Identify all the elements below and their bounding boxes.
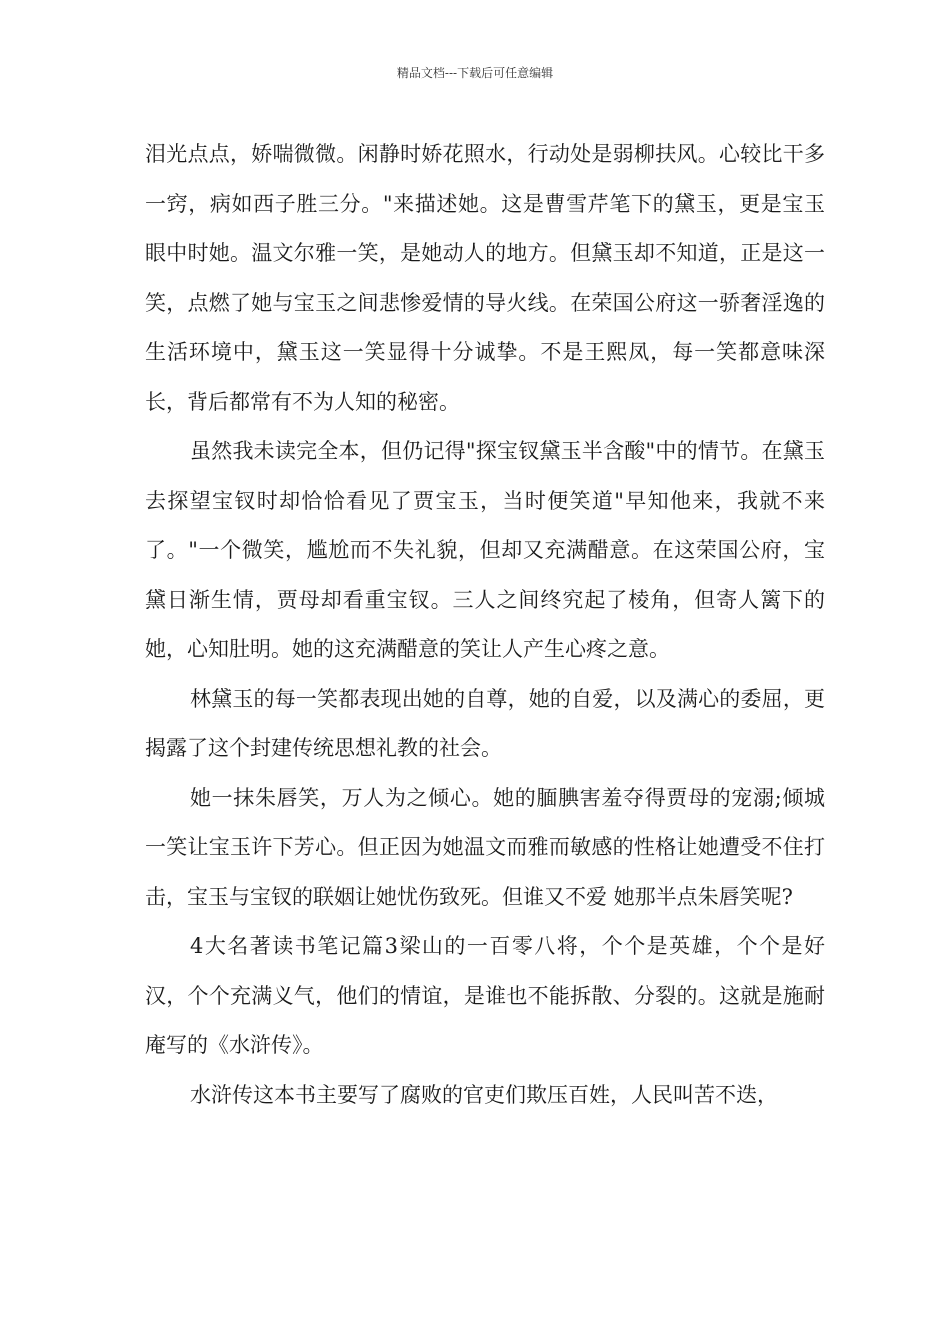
paragraph-2: 虽然我未读完全本，但仍记得"探宝钗黛玉半含酸"中的情节。在黛玉去探望宝钗时却恰恰看见了贾宝玉，当时便笑道"早知他来，我就不来了。"一个微笑，尴尬而不失礼貌，但却又充满醋意。在这荣国公府，宝黛日渐生情，贾母却看重宝钗。三人之间终究起了棱角，但寄人篱下的她，心知肚明。她的这充满醋意的笑让人产生心疼之意。 — [145, 439, 825, 661]
document-body — [145, 130, 825, 1120]
paragraph-1: 泪光点点，娇喘微微。闲静时娇花照水，行动处是弱柳扶风。心较比干多一窍，病如西子胜三分。"来描述她。这是曹雪芹笔下的黛玉，更是宝玉眼中时她。温文尔雅一笑，是她动人的地方。但黛玉却不知道，正是这一笑，点燃了她与宝玉之间悲惨爱情的导火线。在荣国公府这一骄奢淫逸的生活环境中，黛玉这一笑显得十分诚挚。不是王熙凤，每一笑都意味深长，背后都常有不为人知的秘密。 — [145, 142, 825, 414]
paragraph-4: 她一抹朱唇笑，万人为之倾心。她的腼腆害羞夺得贾母的宠溺;倾城一笑让宝玉许下芳心。但正因为她温文而雅而敏感的性格让她遭受不住打击，宝玉与宝钗的联姻让她忧伤致死。但谁又不爱 她那半点朱唇笑呢? — [145, 785, 825, 909]
paragraph-6: 水浒传这本书主要写了腐败的官吏们欺压百姓，人民叫苦不迭， — [190, 1082, 778, 1107]
page-header: 精品文档---下载后可任意编辑 — [396, 66, 554, 80]
paragraph-5: 4大名著读书笔记篇3梁山的一百零八将，个个是英雄，个个是好汉，个个充满义气，他们的情谊，是谁也不能拆散、分裂的。这就是施耐庵写的《水浒传》。 — [145, 934, 825, 1057]
paragraph-3: 林黛玉的每一笑都表现出她的自尊，她的自爱，以及满心的委屈，更揭露了这个封建传统思想礼教的社会。 — [145, 686, 825, 760]
